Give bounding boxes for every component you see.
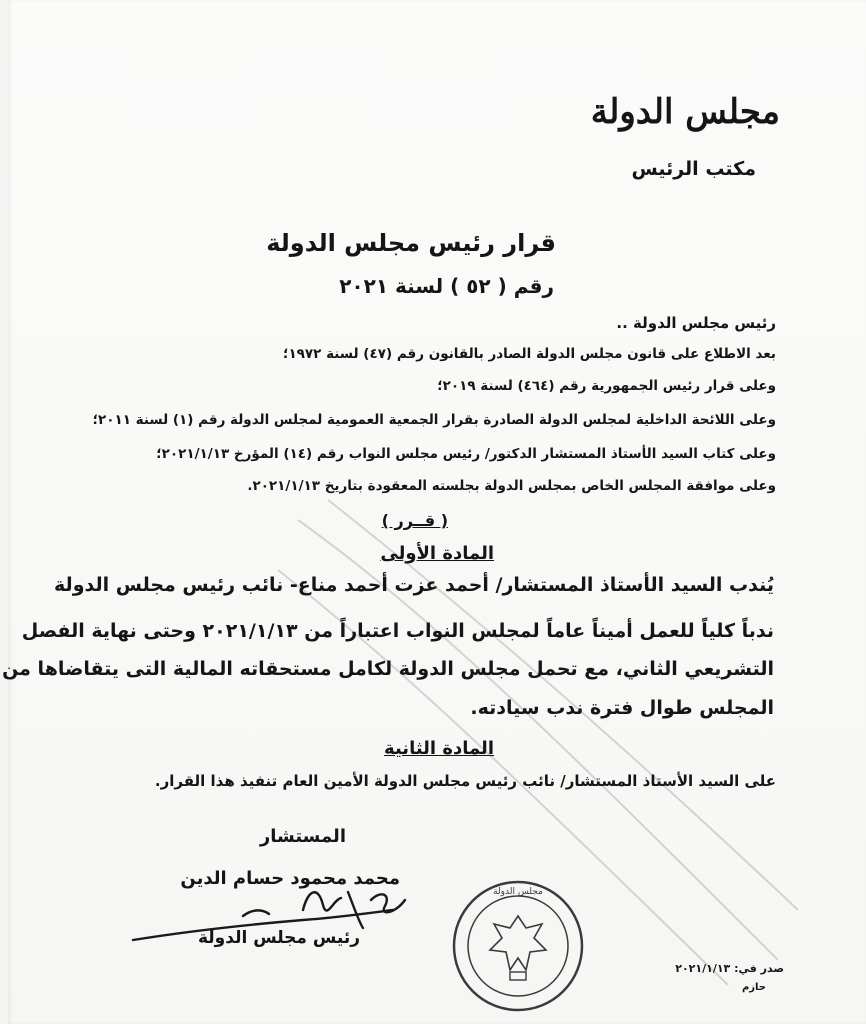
decision-number: رقم ( ٥٢ ) لسنة ٢٠٢١ [339, 274, 554, 298]
issued-date: صدر في: ٢٠٢١/١/١٣ [675, 962, 784, 975]
preamble-line: وعلى موافقة المجلس الخاص بمجلس الدولة بجلسته المعقودة بتاريخ ٢٠٢١/١/١٣. [247, 478, 776, 494]
decided-label: ( قــرر ) [381, 511, 448, 530]
article2-heading: المادة الثانية [384, 738, 494, 759]
preamble-line: رئيس مجلس الدولة .. [616, 314, 776, 332]
article1-line: التشريعي الثاني، مع تحمل مجلس الدولة لكامل مستحقاته المالية التى يتقاضاها من [2, 658, 774, 680]
handwritten-signature [123, 870, 423, 960]
decision-title: قرار رئيس مجلس الدولة [266, 229, 556, 257]
article2-text: على السيد الأستاذ المستشار/ نائب رئيس مجلس الدولة الأمين العام تنفيذ هذا القرار. [154, 772, 776, 790]
preamble-line: بعد الاطلاع على قانون مجلس الدولة الصادر بالقانون رقم (٤٧) لسنة ١٩٧٢؛ [283, 346, 776, 362]
article1-line: ندباً كلياً للعمل أميناً عاماً لمجلس النواب اعتباراً من ٢٠٢١/١/١٣ وحتى نهاية الفصل [21, 620, 774, 642]
office-name: مكتب الرئيس [631, 158, 756, 180]
organization-name: مجلس الدولة [590, 92, 780, 132]
seal-label: مجلس الدولة [493, 887, 543, 897]
official-seal-icon [450, 878, 586, 1014]
signatory-name: محمد محمود حسام الدين [180, 868, 400, 889]
preamble-line: وعلى كتاب السيد الأستاذ المستشار الدكتور/ رئيس مجلس النواب رقم (١٤) المؤرخ ٢٠٢١/١/١٣؛ [156, 446, 776, 462]
signatory-position: رئيس مجلس الدولة [197, 928, 360, 948]
preamble-line: وعلى اللائحة الداخلية لمجلس الدولة الصادرة بقرار الجمعية العمومية لمجلس الدولة رقم (١) لسنة ٢٠١١؛ [92, 412, 776, 428]
article1-line: المجلس طوال فترة ندب سيادته. [470, 697, 774, 719]
signatory-title: المستشار [259, 826, 346, 847]
article1-line: يُندب السيد الأستاذ المستشار/ أحمد عزت أحمد مناع- نائب رئيس مجلس الدولة [54, 574, 774, 596]
document-page [2, 0, 866, 1024]
issued-note: حازم [741, 982, 766, 993]
article1-heading: المادة الأولى [380, 543, 494, 564]
preamble-line: وعلى قرار رئيس الجمهورية رقم (٤٦٤) لسنة ٢٠١٩؛ [437, 378, 776, 394]
